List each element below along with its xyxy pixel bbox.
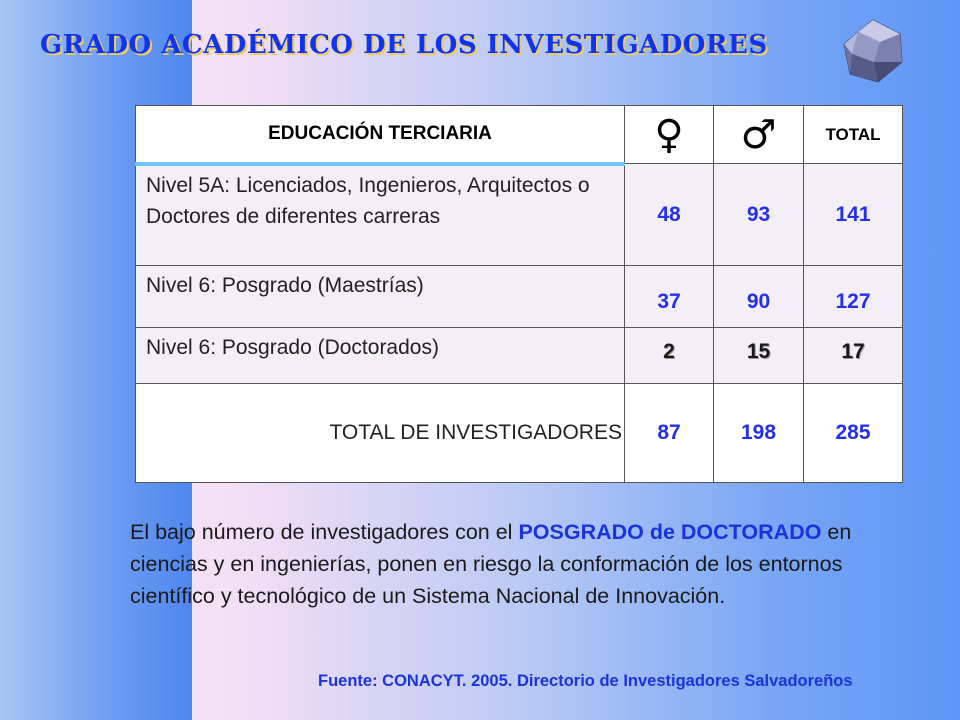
male-value: 90 xyxy=(714,266,804,328)
table-row xyxy=(136,164,903,266)
paragraph-text-2: en ciencias y en ingenierías, ponen en riesgo la conformación de los entornos científico y tecnológico de un Sistema Nacional de Innovación. xyxy=(130,520,852,608)
female-value: 48 xyxy=(625,164,714,266)
grand-total: 285 xyxy=(804,384,903,483)
total-value: 17 xyxy=(804,328,903,384)
male-value: 93 xyxy=(714,164,804,266)
table-row xyxy=(136,266,903,328)
female-value: 2 xyxy=(625,328,714,384)
gem-icon xyxy=(840,18,906,84)
female-value: 37 xyxy=(625,266,714,328)
table-row xyxy=(136,328,903,384)
male-symbol-icon: ♂ xyxy=(714,106,804,164)
male-total: 198 xyxy=(714,384,804,483)
paragraph-highlight: POSGRADO de DOCTORADO xyxy=(518,520,822,544)
row-label: Nivel 6: Posgrado (Maestrías) xyxy=(136,266,625,328)
table-header-row xyxy=(136,106,903,164)
summary-paragraph xyxy=(130,516,890,612)
header-education: EDUCACIÓN TERCIARIA xyxy=(136,106,625,164)
total-row-label: TOTAL DE INVESTIGADORES xyxy=(136,384,625,483)
education-table xyxy=(135,105,903,483)
row-label: Nivel 5A: Licenciados, Ingenieros, Arquitectos o Doctores de diferentes carreras xyxy=(136,164,625,266)
source-citation: Fuente: CONACYT. 2005. Directorio de Investigadores Salvadoreños xyxy=(318,672,853,690)
total-value: 127 xyxy=(804,266,903,328)
total-value: 141 xyxy=(804,164,903,266)
header-total: TOTAL xyxy=(804,106,903,164)
table-total-row xyxy=(136,384,903,483)
page-title: GRADO ACADÉMICO DE LOS INVESTIGADORES xyxy=(40,30,768,60)
female-symbol-icon: ♀ xyxy=(625,106,714,164)
female-total: 87 xyxy=(625,384,714,483)
paragraph-text-1: El bajo número de investigadores con el xyxy=(130,520,519,544)
row-label: Nivel 6: Posgrado (Doctorados) xyxy=(136,328,625,384)
male-value: 15 xyxy=(714,328,804,384)
